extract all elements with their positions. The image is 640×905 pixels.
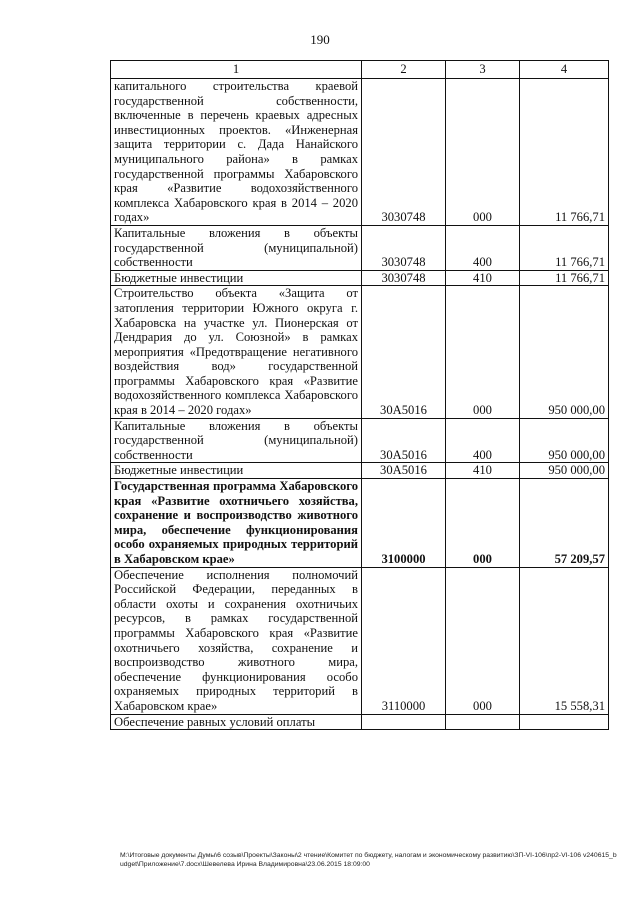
table-row — [111, 79, 609, 226]
table-row — [111, 714, 609, 730]
page-number: 190 — [310, 32, 330, 47]
table-row — [111, 270, 609, 286]
table-row — [111, 463, 609, 479]
row-sum: 57 209,57 — [520, 479, 609, 568]
row-name: Капитальные вложения в объекты государственной (муниципальной) собственности — [111, 225, 362, 270]
row-type: 410 — [446, 270, 520, 286]
row-name: Обеспечение исполнения полномочий Российской Федерации, переданных в области охоты и сохранения охотничьих ресурсов, в рамках государственной программы Хабаровского края «Развитие охотничьего хозяйства, сохранение и воспроизводство животного мира, обеспечение функционирования особо охраняемых природных территорий в Хабаровском крае» — [111, 567, 362, 714]
document-path-footer: M:\Итоговые документы Думы\6 созыв\Проекты\Законы\2 чтение\Комитет по бюджету, налогам и экономическому развитию\ЗП-VI-106\пр2-VI-106 v240615_budget\Приложение\7.docx\Шевелева Ирина Владимировна\23.06.2015 18:09:00 — [120, 852, 617, 868]
row-type: 000 — [446, 286, 520, 418]
row-sum: 950 000,00 — [520, 418, 609, 463]
row-code: 30А5016 — [362, 286, 446, 418]
row-type: 000 — [446, 79, 520, 226]
row-code: 30А5016 — [362, 463, 446, 479]
row-sum: 15 558,31 — [520, 567, 609, 714]
row-type: 000 — [446, 479, 520, 568]
row-code: 3030748 — [362, 225, 446, 270]
table-row — [111, 286, 609, 418]
row-sum: 11 766,71 — [520, 270, 609, 286]
row-sum: 11 766,71 — [520, 225, 609, 270]
row-name: капитального строительства краевой государственной собственности, включенные в перечень краевых адресных инвестиционных проектов. «Инженерная защита территории с. Дада Нанайского муниципального района» в рамках государственной программы Хабаровского края «Развитие водохозяйственного комплекса Хабаровского края в 2014 – 2020 годах» — [111, 79, 362, 226]
row-name: Государственная программа Хабаровского края «Развитие охотничьего хозяйства, сохранение и воспроизводство животного мира, обеспечение функционирования особо охраняемых природных территорий в Хабаровском крае» — [111, 479, 362, 568]
row-name: Бюджетные инвестиции — [111, 463, 362, 479]
row-code: 3030748 — [362, 270, 446, 286]
row-name: Бюджетные инвестиции — [111, 270, 362, 286]
row-sum: 11 766,71 — [520, 79, 609, 226]
row-type: 400 — [446, 418, 520, 463]
row-type: 000 — [446, 567, 520, 714]
column-header-type: 3 — [446, 61, 520, 79]
row-name: Строительство объекта «Защита от затопления территории Южного округа г. Хабаровска на участке ул. Пионерская от Дендрария до ул. Союзной» в рамках мероприятия «Предотвращение негативного воздействия вод» государственной программы Хабаровского края «Развитие водохозяйственного комплекса Хабаровского края в 2014 – 2020 годах» — [111, 286, 362, 418]
row-code: 30А5016 — [362, 418, 446, 463]
table-row — [111, 225, 609, 270]
row-code: 3100000 — [362, 479, 446, 568]
row-type: 400 — [446, 225, 520, 270]
row-sum — [520, 714, 609, 730]
table-row-program — [111, 479, 609, 568]
table-header-row — [111, 61, 609, 79]
table-row — [111, 418, 609, 463]
table-row — [111, 567, 609, 714]
row-name: Капитальные вложения в объекты государственной (муниципальной) собственности — [111, 418, 362, 463]
column-header-name: 1 — [111, 61, 362, 79]
budget-table — [110, 60, 609, 730]
row-name: Обеспечение равных условий оплаты — [111, 714, 362, 730]
row-code: 3110000 — [362, 567, 446, 714]
row-type — [446, 714, 520, 730]
row-code: 3030748 — [362, 79, 446, 226]
row-sum: 950 000,00 — [520, 463, 609, 479]
row-sum: 950 000,00 — [520, 286, 609, 418]
row-type: 410 — [446, 463, 520, 479]
column-header-sum: 4 — [520, 61, 609, 79]
column-header-code: 2 — [362, 61, 446, 79]
row-code — [362, 714, 446, 730]
